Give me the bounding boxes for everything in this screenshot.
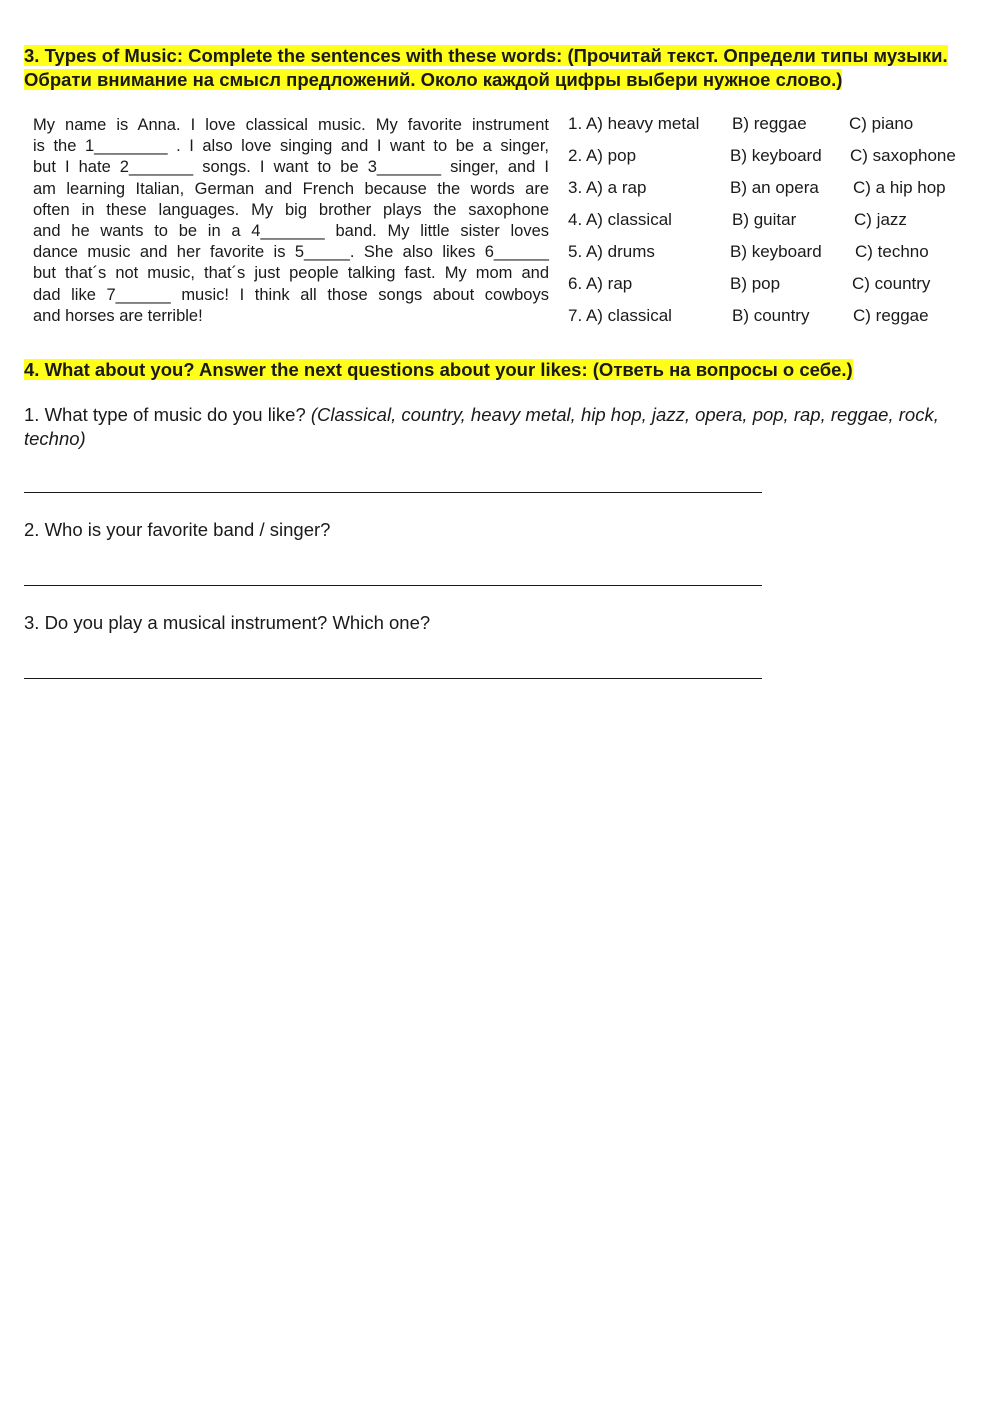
option-a[interactable]: 3. A) a rap [568,178,647,197]
passage-line: am learning Italian, German and French because the words are [33,179,549,198]
question-2-text: 2. Who is your favorite band / singer? [24,519,331,540]
passage-line: dance music and her favorite is 5_____. She also likes 6______ [33,243,549,262]
question-3-text: 3. Do you play a musical instrument? Which one? [24,612,431,633]
option-b[interactable]: B) keyboard [730,146,822,165]
section3-heading: 3. Types of Music: Complete the sentences with these words: (Прочитай текст. Определи типы музыки. Обрати внимание на смысл предложений. Около каждой цифры выбери нужное слово.) [24,45,948,90]
question-1 [24,403,979,451]
answer-line-1[interactable] [24,492,762,493]
option-b[interactable]: B) country [732,306,810,325]
option-a[interactable]: 4. A) classical [568,210,672,229]
option-row-5 [568,242,988,264]
option-b[interactable]: B) reggae [732,114,807,133]
option-a[interactable]: 6. A) rap [568,274,633,293]
option-row-2 [568,146,988,168]
option-c[interactable]: C) techno [855,242,929,261]
option-b[interactable]: B) guitar [732,210,797,229]
question-1-hint: (Classical, country, heavy metal, hip hop, jazz, opera, pop, rap, reggae, rock, techno) [24,404,939,449]
passage-line: often in these languages. My big brother plays the saxophone [33,200,549,219]
passage-line: and horses are terrible! [33,306,203,325]
question-3 [24,611,979,635]
option-row-3 [568,178,988,200]
option-c[interactable]: C) piano [849,114,914,133]
option-c[interactable]: C) jazz [854,210,907,229]
passage-line: is the 1________ . I also love singing and I want to be a singer, [33,137,549,156]
option-a[interactable]: 1. A) heavy metal [568,114,700,133]
option-row-1 [568,114,988,136]
option-row-4 [568,210,988,232]
question-2 [24,518,979,542]
option-c[interactable]: C) a hip hop [853,178,946,197]
passage-line: dad like 7______ music! I think all those songs about cowboys [33,285,549,304]
option-c[interactable]: C) reggae [853,306,929,325]
passage-line: My name is Anna. I love classical music. My favorite instrument [33,116,549,134]
answer-line-3[interactable] [24,678,762,679]
passage-line: but I hate 2_______ songs. I want to be 3_______ singer, and I [33,158,549,177]
option-a[interactable]: 7. A) classical [568,306,672,325]
reading-passage [33,115,549,327]
passage-line: but that´s not music, that´s just people talking fast. My mom and [33,264,549,283]
passage-line: and he wants to be in a 4_______ band. My little sister loves [33,221,549,240]
question-1-text: 1. What type of music do you like? [24,404,306,425]
section4-heading: 4. What about you? Answer the next questions about your likes: (Ответь на вопросы о себе.) [24,359,853,380]
option-row-6 [568,274,988,296]
option-b[interactable]: B) keyboard [730,242,822,261]
option-a[interactable]: 2. A) pop [568,146,637,165]
answer-line-2[interactable] [24,585,762,586]
option-row-7 [568,306,988,328]
option-c[interactable]: C) country [852,274,931,293]
option-a[interactable]: 5. A) drums [568,242,655,261]
option-b[interactable]: B) pop [730,274,781,293]
option-b[interactable]: B) an opera [730,178,819,197]
option-c[interactable]: C) saxophone [850,146,956,165]
